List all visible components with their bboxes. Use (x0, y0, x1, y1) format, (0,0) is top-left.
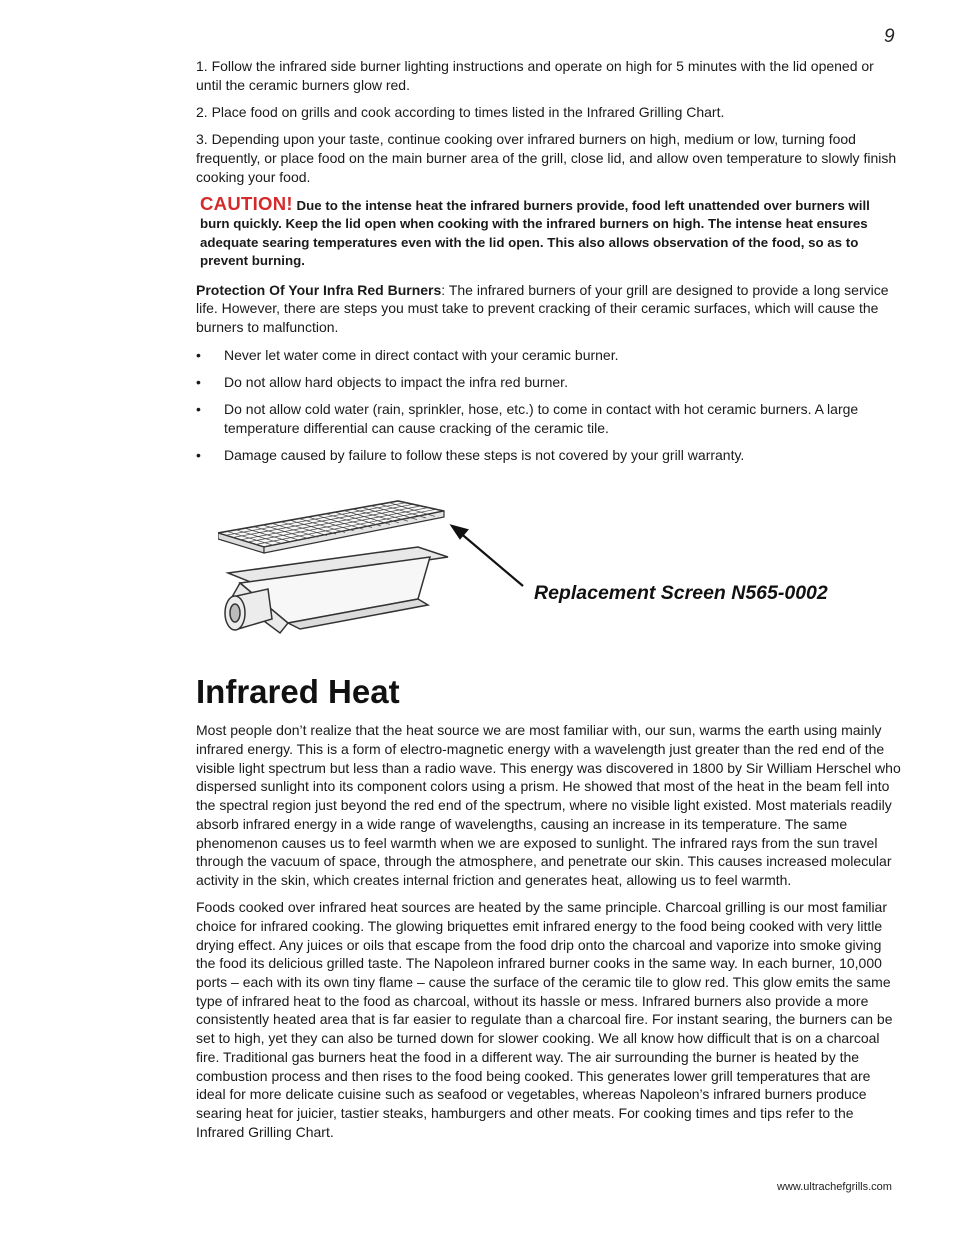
list-item-text: Do not allow hard objects to impact the infra red burner. (224, 374, 568, 391)
bullet-icon: • (196, 346, 201, 363)
list-item-text: Never let water come in direct contact with your ceramic burner. (224, 346, 619, 363)
caution-text: Due to the intense heat the infrared burners provide, food left unattended over burners will burn quickly. Keep the lid open when cooking with the infrared burners on high. The intense heat ensures adequate searing temperatures even with the lid open. This also allows observation of the food, so as to prevent burning. (200, 197, 870, 269)
bullet-icon: • (196, 401, 201, 418)
protection-title: Protection Of Your Infra Red Burners (196, 281, 442, 298)
instruction-step-1: 1. Follow the infrared side burner lighting instructions and operate on high for 5 minutes with the lid opened or until the ceramic burners glow red. (196, 58, 874, 93)
instruction-step-2: 2. Place food on grills and cook according to times listed in the Infrared Grilling Chart. (196, 103, 725, 120)
page-content (196, 57, 901, 1150)
replacement-screen (218, 501, 444, 553)
list-item (196, 346, 901, 365)
list-item (196, 400, 901, 437)
list-item (196, 373, 901, 392)
caution-notice (200, 192, 901, 271)
pointer-arrow (452, 526, 523, 586)
infrared-paragraph-1: Most people don’t realize that the heat source we are most familiar with, our sun, warms the earth using mainly infrared energy. This is a form of electro-magnetic energy with a wavelength just greater than the red end of the visible light spectrum but less than a radio wave. This energy was discovered in 1800 by Sir William Herschel who dispersed sunlight into its component colors using a prism. He showed that most of the heat in the beam fell into the spectral region just beyond the red end of the spectrum, where no visible light existed. Most materials readily absorb infrared energy in a wide range of wavelengths, causing an increase in its temperature. The same phenomenon causes us to feel warmth when we are exposed to sunlight. The infrared rays from the sun travel through the vacuum of space, through the atmosphere, and penetrate our skin. This causes increased molecular activity in the skin, which creates internal friction and generates heat, allowing us to feel warmth. (196, 722, 901, 888)
section-title: Infrared Heat (196, 673, 400, 711)
protection-text: : The infrared burners of your grill are designed to provide a long service life. However, there are steps you must take to prevent cracking of their ceramic surfaces, which will cause the burners to malfunction. (196, 281, 889, 336)
list-item (196, 446, 901, 465)
warning-list (196, 346, 901, 465)
list-item-text: Do not allow cold water (rain, sprinkler, hose, etc.) to come in contact with hot ceramic burners. A large temperature differential can cause cracking of the ceramic tile. (224, 401, 859, 436)
list-item-text: Damage caused by failure to follow these steps is not covered by your grill warranty. (224, 447, 745, 464)
infrared-burner-illustration (218, 481, 538, 641)
burner-figure (196, 473, 901, 673)
bullet-icon: • (196, 374, 201, 391)
caution-label: CAUTION! (200, 192, 293, 214)
venturi-tube (225, 589, 272, 630)
replacement-screen-label: Replacement Screen N565-0002 (534, 582, 828, 605)
page-number: 9 (884, 26, 895, 47)
protection-paragraph (196, 281, 901, 337)
bullet-icon: • (196, 447, 201, 464)
footer-website-link[interactable]: www.ultrachefgrills.com (777, 1181, 892, 1193)
infrared-paragraph-2: Foods cooked over infrared heat sources are heated by the same principle. Charcoal grilling is our most familiar choice for infrared cooking. The glowing briquettes emit infrared energy to the food being cooked with very little drying effect. Any juices or oils that escape from the food drip onto the charcoal and vaporize into smoke giving the food its delicious grilled taste. The Napoleon infrared burner cooks in the same way. In each burner, 10,000 ports – each with its own tiny flame – cause the surface of the ceramic tile to glow red. This glow emits the same type of infrared heat to the food as charcoal, without its hassle or mess. Infrared burners also provide a more consistently heated area that is far easier to regulate than a charcoal fire. For instant searing, the burners can be set to high, yet they can also be turned down for slower cooking. We all know how difficult that is on a charcoal fire. Traditional gas burners heat the food in a different way. The air surrounding the burner is heated by the combustion process and then rises to the food being cooked. This generates lower grill temperatures that are ideal for more delicate cuisine such as seafood or vegetables, whereas Napoleon’s infrared burners produce searing heat for juicier, tastier steaks, hamburgers and other meats. For cooking times and tips refer to the Infrared Grilling Chart. (196, 899, 893, 1140)
instruction-step-3: 3. Depending upon your taste, continue cooking over infrared burners on high, medium or low, turning food frequently, or place food on the main burner area of the grill, close lid, and allow oven temperature to slowly finish cooking your food. (196, 131, 897, 185)
